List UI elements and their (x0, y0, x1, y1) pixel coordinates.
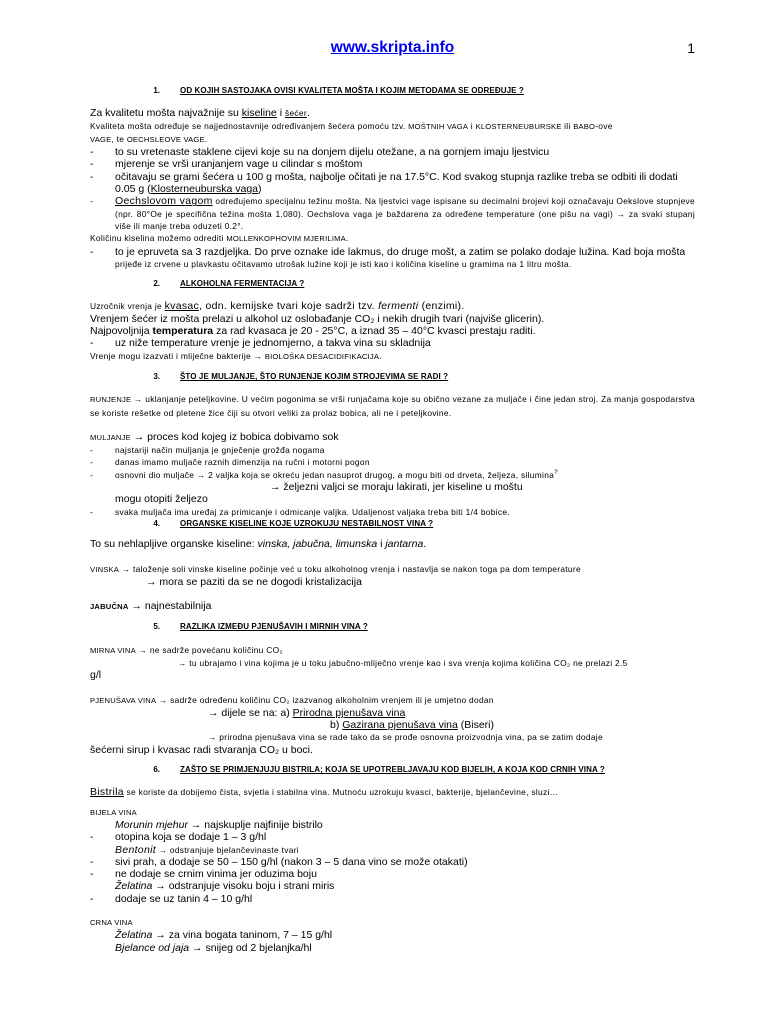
s4-vinska-cont: → mora se paziti da se ne dogodi kristalizacija (146, 575, 362, 588)
s6-white-heading: BIJELA VINA (90, 807, 137, 817)
s5-prirodna: → prirodna pjenušava vina se rade tako da se prođe osnovna proizvodnja vina, pa se zatim dodaje (208, 732, 603, 743)
s6-w1: Morunin mjehur → najskuplje najfinije bistrilo (115, 818, 323, 831)
s1-acid-line: Količinu kiselina možemo odrediti MOLLENKOPHOVIM MJERILIMA. (90, 233, 349, 244)
page-header (90, 39, 695, 62)
s1-line2: Kvaliteta mošta određuje se najjednostavnije određivanjem šećera pomoću tzv. MOŠTNIH VAGA i KLOSTERNEUBURSKE ili BABO-ove (90, 120, 613, 131)
list-item: - svaka muljača ima uređaj za primicanje i odmicanje valjka. Udaljenost valjaka treba biti 1/4 bobice. (90, 506, 510, 517)
s3-runjenje: RUNJENJE → uklanjanje peteljkovine. U većim pogonima se vrši runjačama koje su obično vezane za muljače i čine jedan stroj. Za manja gospodarstva se koriste rešetke od pletene žice čiji su otvori veliki za prolaz bobica, ali ne i peteljkovine. (90, 394, 695, 418)
list-item: - najstariji način muljanja je gnječenje grožđa nogama (90, 445, 325, 456)
list-item: - sivi prah, a dodaje se 50 – 150 g/hl (nakon 3 – 5 dana vino se može otakati) (90, 855, 468, 868)
s5-pjenusava: PJENUŠAVA VINA → sadrže određenu količinu CO₂ izazvanog alkoholnim vrenjem ili je umjetno dodan (90, 694, 494, 705)
page-number: 1 (687, 40, 695, 56)
question-1-heading: 1. OD KOJIH SASTOJAKA OVISI KVALITETA MOŠTA I KOJIM METODAMA SE ODREĐUJE ? (153, 86, 524, 95)
question-6-heading: 6. ZAŠTO SE PRIMJENJUJU BISTRILA; KOJA SE UPOTREBLJAVAJU KOD BIJELIH, A KOJA KOD CRNIH VINA ? (153, 765, 605, 775)
list-item: - to su vretenaste staklene cijevi koje su na donjem dijelu otežane, a na gornjem imaju ljestvicu (90, 146, 550, 159)
s6-w6: Želatina → odstranjuje visoku boju i strani miris (115, 880, 335, 893)
list-item: - osnovni dio muljače → 2 valjka koja se okreću jedan nasuprot drugog, a mogu biti od drveta, željeza, silumina? (90, 468, 559, 480)
s5-mirna: MIRNA VINA → ne sadrže povećanu količinu CO₂ (90, 644, 283, 655)
s5-dijele: → dijele se na: a) Prirodna pjenušava vina (208, 706, 406, 719)
list-item: - očitavaju se grami šećera u 100 g mošta, najbolje očitati je na 17.5°C. Kod svakog stupnja razlike treba se odbiti ili dodati 0.05 g (Klosterneuburska vaga) (90, 170, 678, 196)
document-body (90, 82, 695, 954)
question-5-heading: 5. RAZLIKA IZMEĐU PJENUŠAVIH I MIRNIH VINA ? (153, 622, 368, 632)
list-item: - ne dodaje se crnim vinima jer oduzima boju (90, 868, 317, 881)
list-item: - Oechslovom vagom određujemo specijalnu težinu mošta. Na ljestvici vage ispisane su decimalni brojevi koji označavaju Oekslove stupnjeve (npr. 80°Oe je specifična težina mošta 1.080). Oechslova vaga je baždarena za određene temperature (one pišu na vagi) → za svaki stupanj više ili manje treba oduzeti 0.2°. (90, 195, 695, 231)
s6-intro: Bistrila se koriste da dobijemo čista, svjetla i stabilna vina. Mutnoću uzrokuju kvasci, bakterije, bjelančevine, sluzi… (90, 786, 559, 799)
s1-intro: Za kvalitetu mošta najvažnije su kiseline i šećer. (90, 107, 310, 120)
list-item: - uz niže temperature vrenje je jednomjerno, a takva vina su skladnija (90, 337, 431, 350)
s6-w3: Bentonit → odstranjuje bjelančevinaste tvari (115, 843, 299, 856)
list-item: - danas imamo muljače raznih dimenzija na ručni i motorni pogon (90, 457, 370, 468)
s2-line4: Vrenje mogu izazvati i mliječne bakterije → BIOLOŠKA DESACIDIFIKACIJA. (90, 350, 382, 361)
s5-mirna-unit: g/l (90, 669, 102, 682)
s2-line1: Uzročnik vrenja je kvasac, odn. kemijske tvari koje sadrži tzv. fermenti (enzimi). (90, 300, 465, 313)
s6-r2: Bjelance od jaja → snijeg od 2 bjelanjka/hl (115, 941, 312, 954)
question-4-heading: 4. ORGANSKE KISELINE KOJE UZROKUJU NESTABILNOST VINA ? (153, 518, 434, 528)
list-item: - to je epruveta sa 3 razdjeljka. Do prve oznake ide lakmus, do druge mošt, a zatim se polako dodaje lužina. Kad boja mošta prijeđe iz crvene u plavkastu očitavamo utrošak lužine koji je isti kao i količina kiseline u gramima na 1 litru mošta. (90, 245, 686, 269)
s6-r1: Želatina → za vina bogata taninom, 7 – 15 g/hl (115, 929, 333, 942)
s5-prirodna-cont: šećerni sirup i kvasac radi stvaranja CO₂ u boci. (90, 743, 313, 756)
question-3-heading: 3. ŠTO JE MULJANJE, ŠTO RUNJENJE KOJIM STROJEVIMA SE RADI ? (153, 371, 449, 381)
s3-cont: → željezni valjci se moraju lakirati, jer kiseline u moštu (270, 481, 523, 494)
s5-gazirana: b) Gazirana pjenušava vina (Biseri) (330, 719, 495, 732)
s2-line2: Vrenjem šećer iz mošta prelazi u alkohol uz oslobađanje CO₂ i nekih drugih tvari (najviše glicerin). (90, 312, 545, 325)
list-item: - otopina koja se dodaje 1 – 3 g/hl (90, 831, 267, 844)
list-item: - mjerenje se vrši uranjanjem vage u cilindar s moštom (90, 158, 363, 171)
site-link[interactable]: www.skripta.info (330, 39, 455, 56)
question-2-heading: 2. ALKOHOLNA FERMENTACIJA ? (153, 279, 305, 289)
s4-vinska: VINSKA → taloženje soli vinske kiseline počinje već u toku alkoholnog vrenja i nastavlja se nakon toga pa dom temperature (90, 563, 581, 574)
s6-red-heading: CRNA VINA (90, 918, 133, 928)
s5-mirna-cont: → tu ubrajamo i vina kojima je u toku jabučno-mliječno vrenje kao i sva vrenja kojima količina CO₂ ne prelazi 2.5 (178, 657, 628, 668)
s1-line3: VAGE, te OECHSLEOVE VAGE. (90, 133, 208, 144)
list-item: - dodaje se uz tanin 4 – 10 g/hl (90, 892, 253, 905)
s4-jabucna: JABUČNA → najnestabilnija (90, 600, 212, 613)
s3-cont2: mogu otopiti željezo (115, 493, 208, 506)
s4-line1: To su nehlapljive organske kiseline: vinska, jabučna, limunska i jantarna. (90, 538, 427, 551)
s2-line3: Najpovoljnija temperatura za rad kvasaca je 20 - 25°C, a iznad 35 – 40°C kvasci prestaju raditi. (90, 325, 536, 338)
s3-muljanje: MULJANJE → proces kod kojeg iz bobica dobivamo sok (90, 430, 339, 443)
